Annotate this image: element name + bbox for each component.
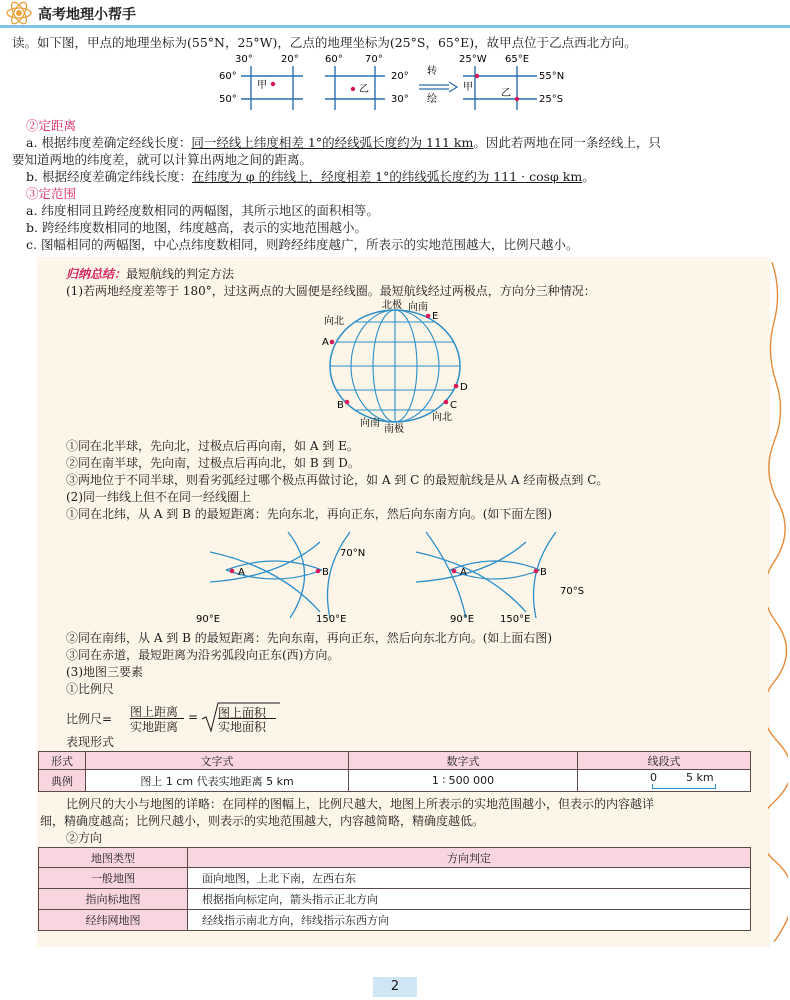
grid-right-side-2: 25°S: [539, 94, 564, 105]
scale-note-1: 比例尺的大小与地图的详略：在同样的图幅上，比例尺越大，地图上所表示的实地范围越小，但表示的内容越详: [66, 797, 655, 811]
grid-left-point: 甲: [257, 80, 267, 91]
range-heading: ③定范围: [26, 186, 77, 201]
globe-label-4: 向北: [432, 412, 452, 423]
direction-heading: ②方向: [66, 831, 103, 845]
arrow-label-2: 绘: [427, 94, 437, 105]
grid-left-top-1: 30°: [235, 54, 253, 65]
range-item-b: b. 跨经纬度数相同的地图，纬度越高，表示的实地范围越小。: [26, 220, 367, 235]
grid-conversion-figure: [205, 52, 585, 112]
grid-mid-point: 乙: [359, 84, 369, 95]
page-header: [0, 0, 790, 28]
arc-left-a: A: [238, 567, 245, 578]
range-item-a: a. 纬度相同且跨经度数相同的两幅图，其所示地区的面积相等。: [26, 203, 379, 218]
scale-table: 形式 文字式 数字式 线段式 典例 图上 1 cm 代表实地距离 5 km 1 ∶ 500 000 0 5 km: [38, 751, 751, 792]
distance-a-cont: 要知道两地的纬度差，就可以计算出两地之间的距离。: [12, 152, 313, 167]
grid-mid-top-1: 60°: [325, 54, 343, 65]
torn-edge-decoration: [768, 262, 788, 942]
case1-2: ②同在南半球，先向南，过极点后再向北，如 B 到 D。: [66, 456, 360, 470]
grid-left-side-1: 60°: [219, 71, 237, 82]
header-rule: [0, 25, 790, 28]
scale-note-2: 细，精确度越高；比例尺越小，则表示的实地范围越大，内容越简略，精确度越低。: [40, 814, 485, 828]
globe-north-pole: 北极: [382, 300, 402, 311]
grid-right-side-1: 55°N: [539, 71, 565, 82]
forms-heading: 表现形式: [66, 735, 115, 749]
globe-label-3: 向南: [360, 418, 380, 429]
summary-p2: (2)同一纬线上但不在同一经线圈上: [66, 490, 251, 504]
grid-mid-side-2: 30°: [391, 94, 409, 105]
grid-right-point-2: 乙: [501, 88, 511, 99]
scale-bar-cell: 0 5 km: [578, 770, 751, 792]
globe-point-b: B: [337, 400, 344, 411]
summary-p3: (3)地图三要素: [66, 665, 143, 679]
globe-label-1: 向南: [408, 302, 428, 313]
arc-right-lon1: 90°E: [450, 614, 475, 625]
summary-title: 归纳总结：最短航线的判定方法: [66, 267, 235, 281]
arc-right-b: B: [540, 567, 547, 578]
arrow-label-1: 转: [427, 66, 437, 77]
globe-figure: [310, 298, 480, 434]
grid-right-top-1: 25°W: [459, 54, 487, 65]
globe-point-c: C: [450, 400, 457, 411]
atom-logo-icon: [4, 0, 34, 26]
page-number: 2: [373, 977, 417, 997]
arc-figure: [190, 522, 610, 627]
summary-p1: (1)若两地经度差等于 180°，过这两点的大圆便是经线圈。最短航线经过两极点，方向分三种情况：: [66, 284, 596, 298]
case1-3: ③两地位于不同半球，则看劣弧经过哪个极点再做讨论，如 A 到 C 的最短航线是从 A 经南极点到 C。: [66, 473, 609, 487]
grid-mid-side-1: 20°: [391, 71, 409, 82]
arc-left-lat: 70°N: [340, 548, 366, 559]
arc-right-a: A: [460, 567, 467, 578]
scale-heading: ①比例尺: [66, 682, 115, 696]
grid-left-side-2: 50°: [219, 94, 237, 105]
grid-mid-top-2: 70°: [365, 54, 383, 65]
globe-south-pole: 南极: [384, 424, 404, 434]
arc-left-lon1: 90°E: [196, 614, 221, 625]
direction-table: 地图类型 方向判定 一般地图 面向地图，上北下南，左西右东 指向标地图 根据指向标定向，箭头指示正北方向 经纬网地图 经线指示南北方向，纬线指示东西方向: [38, 847, 751, 931]
arc-right-lat: 70°S: [560, 586, 585, 597]
globe-point-a: A: [322, 337, 329, 348]
arc-left-b: B: [322, 567, 329, 578]
grid-right-point-1: 甲: [463, 82, 473, 93]
intro-text: 读。如下图，甲点的地理坐标为(55°N，25°W)，乙点的地理坐标为(25°S，65°E)，故甲点位于乙点西北方向。: [12, 35, 637, 50]
summary-p2-3: ③同在赤道，最短距离为沿劣弧段向正东(西)方向。: [66, 648, 340, 662]
globe-label-2: 向北: [324, 316, 344, 327]
arc-left-lon2: 150°E: [316, 614, 347, 625]
header-title: 高考地理小帮手: [38, 7, 136, 23]
summary-p2-2: ②同在南纬，从 A 到 B 的最短距离：先向东南，再向正东，然后向东北方向。(如上面右图): [66, 631, 553, 645]
range-item-c: c. 图幅相同的两幅图，中心点纬度数相同，则跨经纬度越广，所表示的实地范围越大，比例尺越小。: [26, 237, 579, 252]
globe-point-d: D: [460, 382, 468, 393]
globe-point-e: E: [432, 311, 439, 322]
case1-1: ①同在北半球，先向北，过极点后再向南，如 A 到 E。: [66, 439, 359, 453]
grid-right-top-2: 65°E: [505, 54, 530, 65]
distance-b: b. 根据经度差确定纬线长度：在纬度为 φ 的纬线上，经度相差 1°的纬线弧长度约为 111 · cosφ km。: [26, 169, 595, 184]
distance-a: a. 根据纬度差确定经线长度：同一经线上纬度相差 1°的经线弧长度约为 111 km。因此若两地在同一条经线上，只: [26, 135, 661, 150]
arc-right-lon2: 150°E: [500, 614, 531, 625]
grid-left-top-2: 20°: [281, 54, 299, 65]
distance-heading: ②定距离: [26, 118, 77, 133]
summary-p2-1: ①同在北纬，从 A 到 B 的最短距离：先向东北，再向正东，然后向东南方向。(如下面左图): [66, 507, 553, 521]
